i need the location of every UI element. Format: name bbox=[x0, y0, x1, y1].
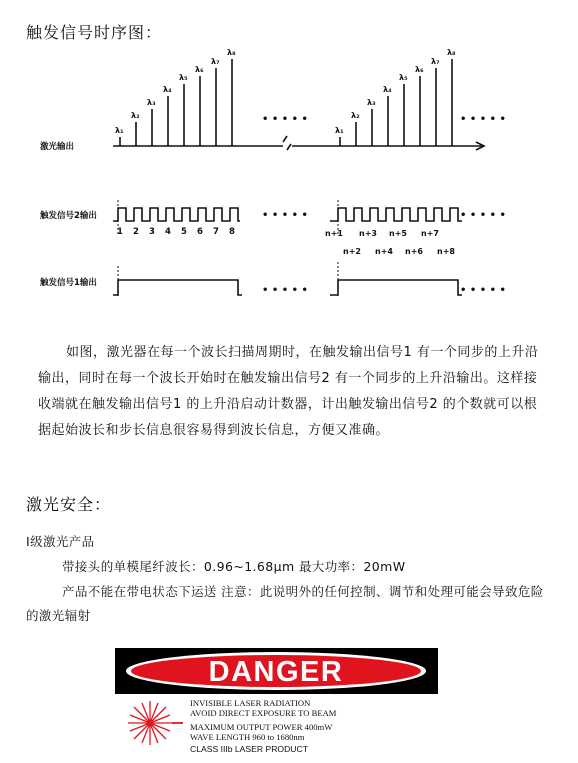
pulse-number-b: n+7 bbox=[421, 229, 439, 238]
danger-line-2: AVOID DIRECT EXPOSURE TO BEAM bbox=[190, 708, 337, 718]
lambda-label: λ₂ bbox=[131, 111, 140, 120]
danger-line-5: CLASS IIIb LASER PRODUCT bbox=[190, 744, 308, 754]
pulse-number-b: n+2 bbox=[343, 247, 361, 256]
danger-title: DANGER bbox=[208, 656, 344, 688]
warning-note: 产品不能在带电状态下运送 注意：此说明外的任何控制、调节和处理可能会导致危险的激光辐射 bbox=[26, 584, 544, 623]
lambda-label: λ₁ bbox=[115, 126, 124, 135]
pulse-number-b: n+4 bbox=[375, 247, 393, 256]
lambda-label: λ₁ bbox=[335, 126, 344, 135]
pulse-number: 6 bbox=[197, 227, 203, 237]
label-laser-output: 激光输出 bbox=[40, 142, 75, 152]
pulse-number: 1 bbox=[117, 227, 123, 237]
safety-heading: 激光安全： bbox=[26, 495, 112, 514]
danger-line-1: INVISIBLE LASER RADIATION bbox=[190, 698, 311, 708]
lambda-label: λ₄ bbox=[163, 85, 172, 94]
timing-diagram bbox=[0, 40, 578, 300]
lambda-label: λ₂ bbox=[351, 111, 360, 120]
label-trigger2-output: 触发信号2输出 bbox=[40, 211, 97, 221]
lambda-label: λ₅ bbox=[179, 73, 188, 82]
trigger1-waveform-a bbox=[113, 280, 242, 295]
pulse-number-b: n+3 bbox=[359, 229, 377, 238]
pulse-number-b: n+1 bbox=[325, 229, 343, 238]
lambda-label: λ₈ bbox=[447, 48, 456, 57]
danger-label bbox=[115, 648, 438, 760]
laser-class-line: Ⅰ级激光产品 bbox=[26, 534, 95, 549]
lambda-label: λ₇ bbox=[211, 57, 220, 66]
lambda-label: λ₄ bbox=[383, 85, 392, 94]
pulse-number: 7 bbox=[213, 227, 219, 237]
axis-break-mark bbox=[283, 136, 291, 150]
dots-laser: • • • • • bbox=[262, 114, 308, 125]
lambda-label: λ₆ bbox=[195, 65, 204, 74]
pulse-number: 4 bbox=[165, 227, 171, 237]
timing-heading: 触发信号时序图： bbox=[26, 23, 163, 42]
dots-trigger1-end: • • • • • bbox=[460, 285, 506, 296]
trigger2-waveform-b bbox=[330, 208, 462, 221]
lambda-label: λ₃ bbox=[147, 98, 156, 107]
lambda-label: λ₃ bbox=[367, 98, 376, 107]
spec-line: 带接头的单模尾纤波长：0.96~1.68μm 最大功率：20mW bbox=[62, 559, 406, 574]
pulse-number: 5 bbox=[181, 227, 187, 237]
dots-trigger1: • • • • • bbox=[262, 285, 308, 296]
lambda-label: λ₆ bbox=[415, 65, 424, 74]
dots-trigger2: • • • • • bbox=[262, 210, 308, 221]
description-paragraph: 如图，激光器在每一个波长扫描周期时，在触发输出信号1 有一个同步的上升沿输出，同时在每一个波长开始时在触发输出信号2 有一个同步的上升沿输出。这样接收端就在触发输出信号1 的上升沿启动计数器，计出触发输出信号2 的个数就可以根据起始波长和步长信息很容易得到波长信息，方便又准确。 bbox=[38, 345, 539, 438]
dots-laser-end: • • • • • bbox=[460, 114, 506, 125]
danger-line-3: MAXIMUM OUTPUT POWER 400mW bbox=[190, 722, 333, 732]
pulse-number: 8 bbox=[229, 227, 235, 237]
pulse-number-b: n+6 bbox=[405, 247, 423, 256]
trigger2-waveform-a bbox=[113, 208, 240, 221]
danger-line-4: WAVE LENGTH 960 to 1680nm bbox=[190, 732, 305, 742]
lambda-label: λ₅ bbox=[399, 73, 408, 82]
dots-trigger2-end: • • • • • bbox=[460, 210, 506, 221]
pulse-number: 3 bbox=[149, 227, 155, 237]
lambda-label: λ₈ bbox=[227, 48, 236, 57]
lambda-label: λ₇ bbox=[431, 57, 440, 66]
trigger1-waveform-b bbox=[330, 280, 462, 295]
pulse-number: 2 bbox=[133, 227, 139, 237]
pulse-number-b: n+8 bbox=[437, 247, 455, 256]
label-trigger1-output: 触发信号1输出 bbox=[40, 278, 97, 288]
pulse-number-b: n+5 bbox=[389, 229, 407, 238]
